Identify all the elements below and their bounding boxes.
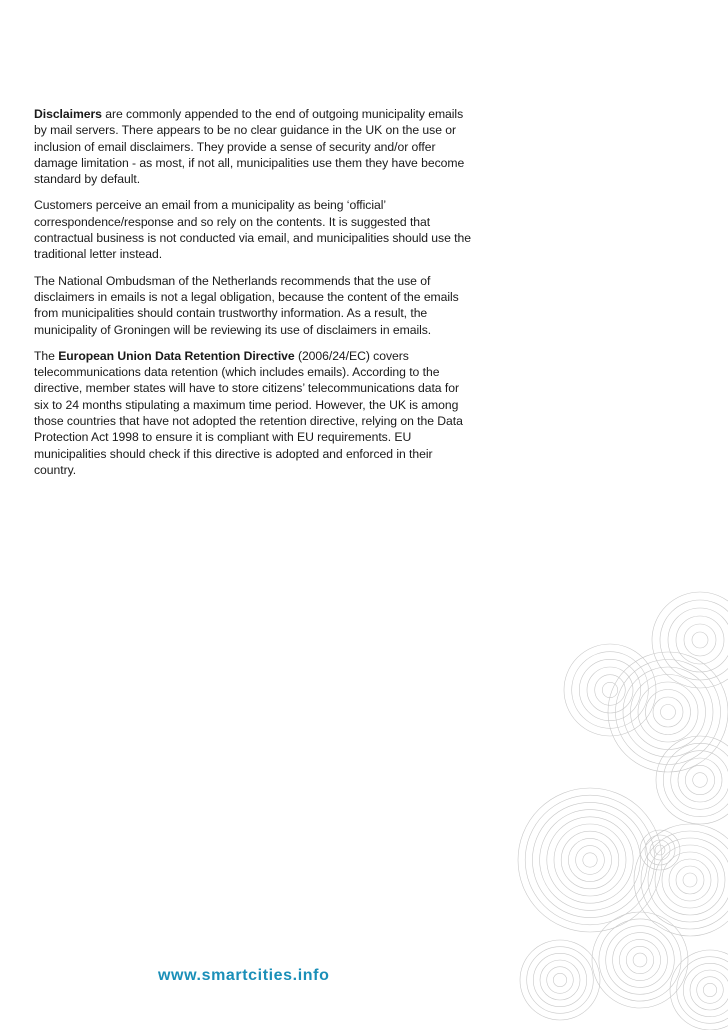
decorative-circle-ring bbox=[653, 697, 683, 727]
decorative-circle-ring bbox=[650, 840, 670, 860]
decorative-circle-ring bbox=[583, 853, 597, 867]
decorative-circle-ring bbox=[619, 939, 660, 980]
decorative-circle-ring bbox=[592, 912, 688, 1008]
decorative-circle-ring bbox=[669, 859, 711, 901]
decorative-circle-ring bbox=[676, 616, 724, 664]
decorative-circle-ring bbox=[638, 682, 698, 742]
paragraph-retention-directive bbox=[34, 348, 474, 478]
decorative-circle-ring bbox=[540, 960, 580, 1000]
decorative-circle-ring bbox=[553, 973, 566, 986]
decorative-circle-ring bbox=[660, 600, 728, 680]
decorative-circle-ring bbox=[602, 682, 617, 697]
paragraph-disclaimers bbox=[34, 106, 474, 187]
decorative-circle-ring bbox=[626, 946, 653, 973]
directive-term: European Union Data Retention Directive bbox=[58, 348, 295, 363]
decorative-circle-ring bbox=[655, 845, 725, 915]
decorative-circle-ring bbox=[613, 933, 668, 988]
decorative-circle-ring bbox=[652, 592, 728, 688]
decorative-circle-ring bbox=[532, 802, 647, 917]
decorative-circle-ring bbox=[690, 970, 728, 1010]
decorative-circle-ring bbox=[677, 957, 728, 1024]
decorative-circle-ring bbox=[634, 824, 728, 936]
decorative-circle-ring bbox=[608, 652, 728, 772]
decorative-circle-ring bbox=[656, 736, 728, 824]
decorative-circle-ring bbox=[646, 690, 691, 735]
paragraph-text: are commonly appended to the end of outgoing municipality emails by mail servers. There appears to be no clear guidance in the UK on the use or inclusion of email disclaimers. They provide a sense of security and/or offer damage limitation - as most, if not all, municipalities use them they have become standard by default. bbox=[34, 107, 465, 187]
decorative-circle-ring bbox=[606, 926, 675, 995]
decorative-circle-ring bbox=[655, 845, 665, 855]
decorative-circle-ring bbox=[633, 953, 647, 967]
paragraph-text: (2006/24/EC) covers telecommunications data retention (which includes emails). According to the directive, member states will have to store citizens’ telecommunications data for six to 24 months stipulating a maximum time period. However, the UK is among those countries that have not adopted the retention directive, relying on the Data Protection Act 1998 to ensure it is compliant with EU requirements. EU municipalities should check if this directive is adopted and enforced in their country. bbox=[34, 348, 463, 477]
decorative-circle-ring bbox=[561, 831, 619, 889]
decorative-circle-ring bbox=[671, 751, 728, 810]
decorative-circle-ring bbox=[527, 947, 594, 1014]
decorative-circle-ring bbox=[670, 950, 728, 1030]
decorative-circle-ring bbox=[623, 667, 713, 757]
paragraph-prefix: The bbox=[34, 348, 59, 363]
decorative-circle-ring bbox=[631, 675, 706, 750]
paragraph-text: Customers perceive an email from a municipality as being ‘official’ correspondence/response and so rely on the contents. It is suggested that contractual business is not conducted via email, and municipalities should use the traditional letter instead. bbox=[34, 198, 471, 262]
decorative-circle-ring bbox=[533, 953, 586, 1006]
decorative-circle-ring bbox=[663, 743, 728, 816]
decorative-circle-ring bbox=[697, 977, 724, 1004]
disclaimers-term: Disclaimers bbox=[34, 107, 102, 121]
decorative-circle-ring bbox=[676, 866, 704, 894]
decorative-circle-ring bbox=[579, 659, 640, 720]
footer-website-link[interactable]: www.smartcities.info bbox=[158, 967, 330, 984]
decorative-circle-ring bbox=[547, 817, 633, 903]
decorative-circle-ring bbox=[703, 983, 716, 996]
decorative-circle-ring bbox=[599, 919, 681, 1001]
decorative-circle-ring bbox=[645, 835, 675, 865]
decorative-circle-ring bbox=[662, 852, 718, 908]
decorative-circle-ring bbox=[568, 838, 611, 881]
decorative-circle-ring bbox=[692, 632, 708, 648]
decorative-circle-ring bbox=[683, 963, 728, 1016]
paragraph-ombudsman bbox=[34, 273, 474, 338]
decorative-circle-ring bbox=[616, 660, 721, 765]
decorative-circle-ring bbox=[685, 765, 714, 794]
paragraph-customers bbox=[34, 197, 474, 262]
decorative-circle-ring bbox=[693, 773, 708, 788]
decorative-circle-ring bbox=[678, 758, 722, 802]
decorative-circle-ring bbox=[540, 810, 641, 911]
decorative-circle-ring bbox=[684, 624, 716, 656]
decorative-circle-ring bbox=[520, 940, 600, 1020]
decorative-circle-ring bbox=[641, 831, 728, 929]
decorative-circle-ring bbox=[640, 830, 680, 870]
decorative-circle-ring bbox=[683, 873, 697, 887]
decorative-circle-ring bbox=[518, 788, 662, 932]
paragraph-text: The National Ombudsman of the Netherlands recommends that the use of disclaimers in emails is not a legal obligation, because the content of the emails from municipalities should contain trustworthy information. As a result, the municipality of Groningen will be reviewing its use of disclaimers in emails. bbox=[34, 273, 459, 337]
decorative-circle-ring bbox=[595, 675, 626, 706]
decorative-circle-ring bbox=[564, 644, 656, 736]
decorative-circle-ring bbox=[648, 838, 728, 922]
decorative-circle-ring bbox=[554, 824, 626, 896]
decorative-circle-ring bbox=[661, 705, 676, 720]
decorative-circle-ring bbox=[576, 846, 605, 875]
decorative-circle-ring bbox=[668, 608, 728, 672]
decorative-circle-ring bbox=[525, 795, 655, 925]
decorative-circle-ring bbox=[587, 667, 633, 713]
article-body bbox=[34, 106, 474, 488]
decorative-circle-ring bbox=[572, 652, 649, 729]
decorative-circle-ring bbox=[547, 967, 574, 994]
